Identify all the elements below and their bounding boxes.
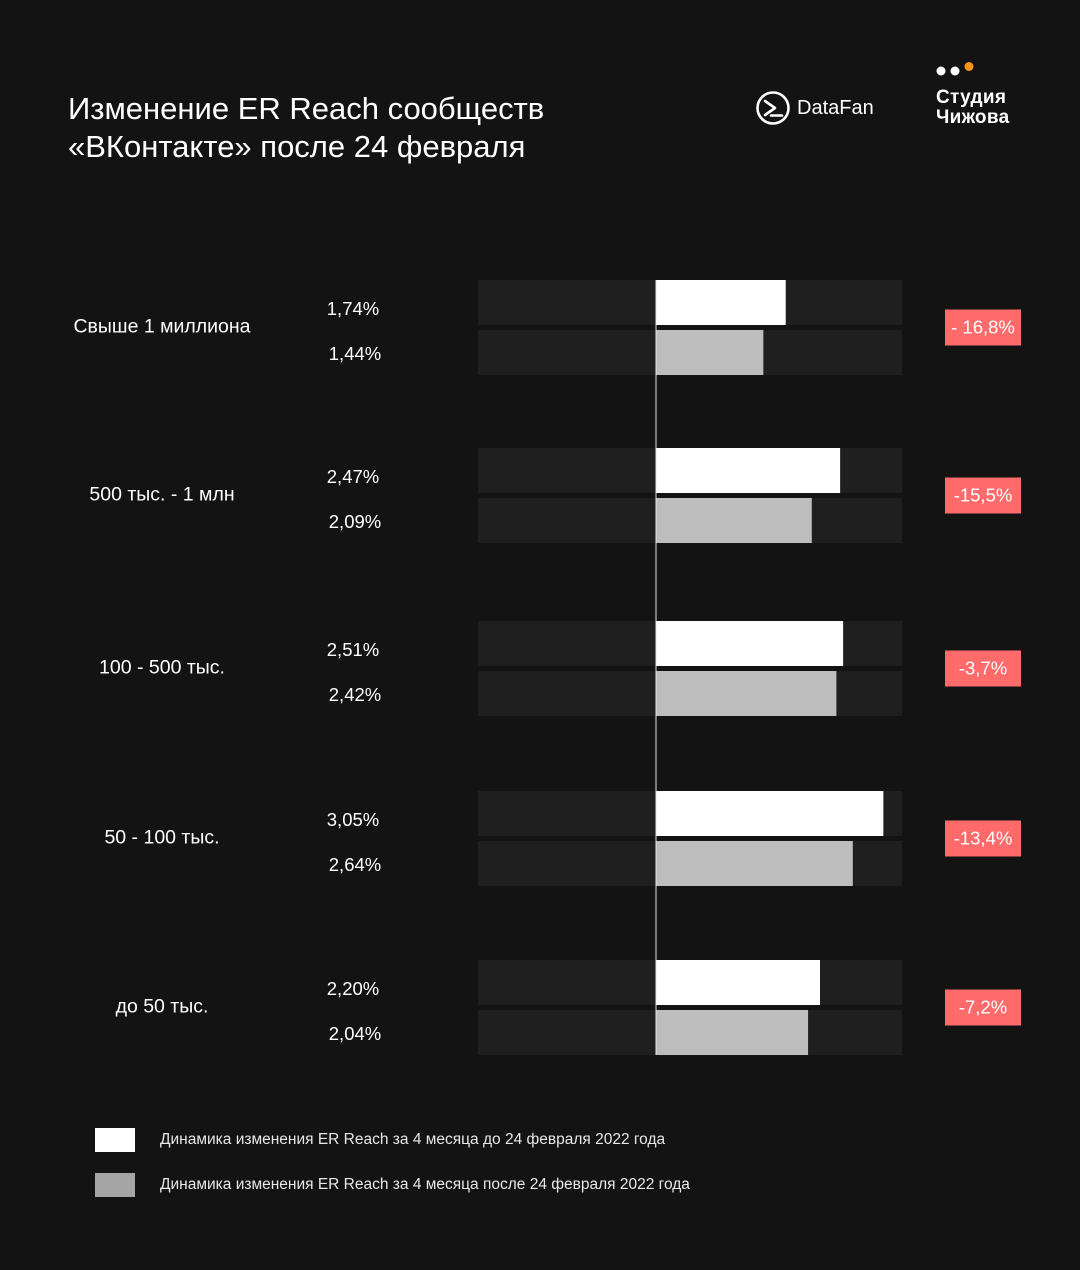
change-label: -3,7% — [958, 657, 1008, 679]
data-label-after: 2,64% — [328, 853, 382, 875]
legend-swatch-after — [95, 1173, 135, 1197]
data-label-after: 2,04% — [328, 1022, 382, 1044]
category-label: до 50 тыс. — [115, 995, 209, 1018]
change-label: -13,4% — [953, 827, 1013, 849]
change-label: -7,2% — [958, 996, 1008, 1018]
category-label: Свыше 1 миллиона — [73, 315, 251, 338]
bar-after — [656, 498, 812, 543]
bar-before — [656, 621, 843, 666]
studio-logo-line2: Чижова — [936, 107, 1010, 128]
change-label: -15,5% — [953, 484, 1013, 506]
bar-before — [656, 791, 883, 836]
bar-before — [656, 960, 820, 1005]
bar-after — [656, 330, 763, 375]
legend-item-after — [95, 1173, 690, 1197]
category-label: 100 - 500 тыс. — [99, 656, 225, 679]
change-label: - 16,8% — [951, 316, 1015, 338]
datafan-logo-text: DataFan — [797, 96, 874, 119]
legend — [95, 1128, 690, 1218]
studio-logo-line1: Студия — [936, 87, 1007, 108]
chart-title-line1: Изменение ER Reach сообществ — [68, 91, 545, 126]
data-label-after: 2,09% — [328, 510, 382, 532]
data-label-before: 2,51% — [326, 638, 380, 660]
data-label-before: 3,05% — [326, 808, 380, 830]
legend-label-after: Динамика изменения ER Reach за 4 месяца после 24 февраля 2022 года — [160, 1176, 690, 1193]
legend-item-before — [95, 1128, 690, 1152]
bar-after — [656, 1010, 808, 1055]
data-label-before: 2,47% — [326, 465, 380, 487]
bar-after — [656, 841, 853, 886]
legend-label-before: Динамика изменения ER Reach за 4 месяца до 24 февраля 2022 года — [160, 1131, 666, 1148]
bar-before — [656, 280, 786, 325]
data-label-after: 2,42% — [328, 683, 382, 705]
category-label: 50 - 100 тыс. — [104, 826, 220, 849]
data-label-before: 1,74% — [326, 297, 380, 319]
legend-swatch-before — [95, 1128, 135, 1152]
data-label-before: 2,20% — [326, 977, 380, 999]
chart-title-line2: «ВКонтакте» после 24 февраля — [68, 129, 526, 164]
bar-after — [656, 671, 836, 716]
data-label-after: 1,44% — [328, 342, 382, 364]
category-label: 500 тыс. - 1 млн — [89, 483, 235, 506]
bar-before — [656, 448, 840, 493]
